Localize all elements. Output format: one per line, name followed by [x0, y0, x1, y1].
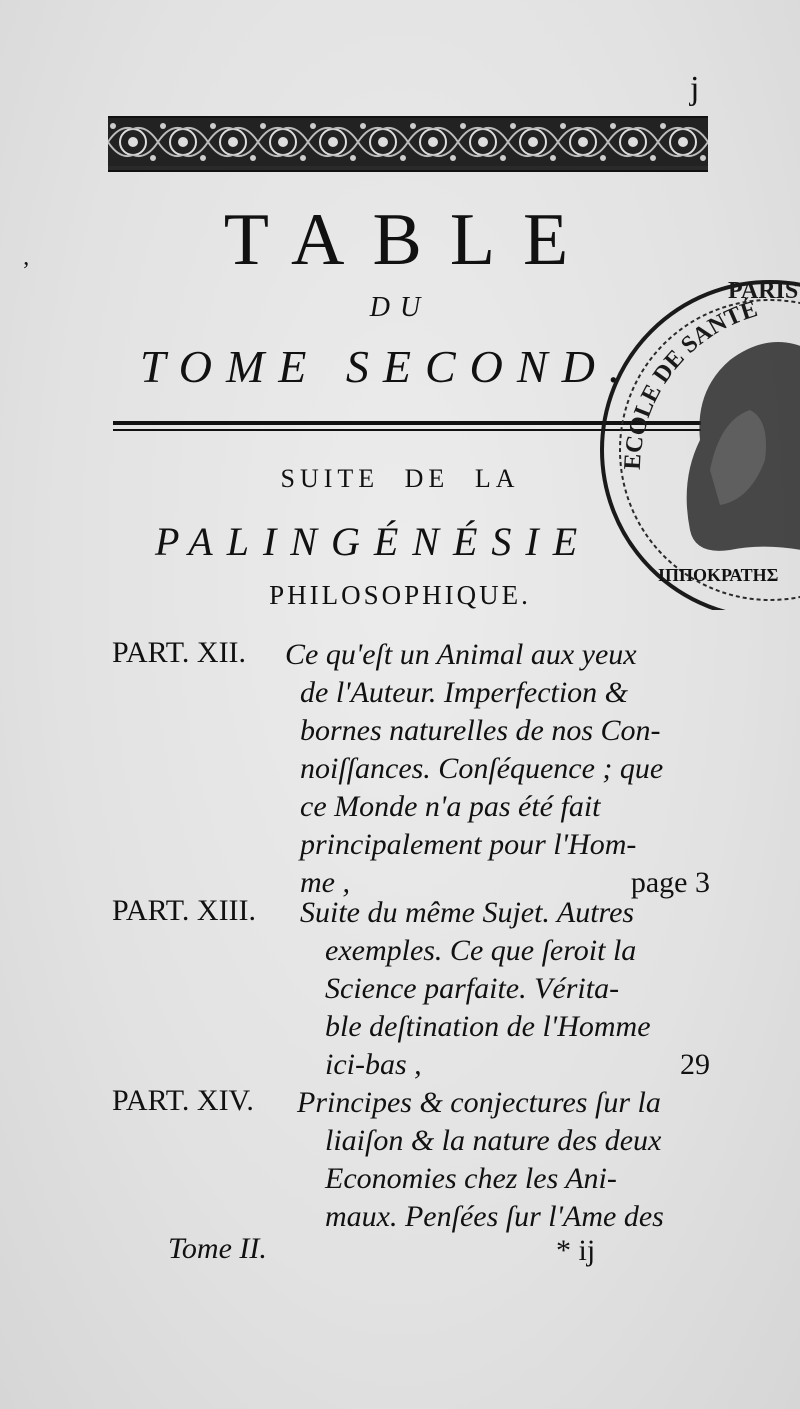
section-subtitle: PHILOSOPHIQUE. — [269, 580, 531, 610]
volume-title: TOME SECOND. — [140, 341, 635, 392]
library-stamp — [600, 270, 800, 610]
toc-entry — [297, 1084, 710, 1236]
ink-mark: ʼ — [22, 258, 30, 284]
part-label: PART. XII. — [112, 636, 247, 669]
decorative-ornament-band — [108, 116, 708, 172]
entry-line: principalement pour l'Hom- — [300, 828, 637, 861]
section-title: PALINGÉNÉSIE — [155, 519, 592, 564]
toc-entry — [285, 636, 710, 902]
entry-line: Science parfaite. Vérita- — [325, 972, 620, 1005]
part-label: PART. XIV. — [112, 1084, 254, 1117]
entry-line: bornes naturelles de nos Con- — [300, 714, 661, 747]
footer-volume: Tome II. — [168, 1232, 267, 1265]
entry-line: me , — [300, 866, 350, 899]
entry-line: exemples. Ce que ſeroit la — [325, 934, 637, 967]
entry-line: ici-bas , — [325, 1048, 422, 1081]
stamp-bottom-text: ΙΠΠΟΚΡΑΤΗΣ — [658, 565, 779, 585]
entry-line: Economies chez les Ani- — [325, 1162, 617, 1195]
entry-line: maux. Penſées ſur l'Ame des — [325, 1200, 664, 1233]
title-connector: DU — [369, 292, 431, 323]
stamp-side-text: ECOLE DE SANTÉ — [619, 296, 761, 471]
entry-line: ble deſtination de l'Homme — [325, 1010, 651, 1043]
folio-number: j — [690, 70, 700, 107]
stamp-top-text: PARIS — [728, 278, 799, 304]
entry-line: Principes & conjectures ſur la — [297, 1086, 661, 1119]
toc-entry — [300, 894, 710, 1084]
section-prefix: SUITE DE LA — [280, 464, 520, 493]
page-reference: 29 — [680, 1048, 710, 1081]
entry-line: de l'Auteur. Imperfection & — [300, 676, 629, 709]
entry-line: ce Monde n'a pas été fait — [300, 790, 601, 823]
entry-line: noiſſances. Conſéquence ; que — [300, 752, 664, 785]
entry-line: liaiſon & la nature des deux — [325, 1124, 662, 1157]
footer-signature: * ij — [556, 1234, 596, 1267]
entry-line: Ce qu'eſt un Animal aux yeux — [285, 638, 637, 671]
page-reference: page 3 — [630, 866, 710, 899]
part-label: PART. XIII. — [112, 894, 257, 927]
page-title: TABLE — [223, 199, 597, 281]
entry-line: Suite du même Sujet. Autres — [300, 896, 635, 929]
